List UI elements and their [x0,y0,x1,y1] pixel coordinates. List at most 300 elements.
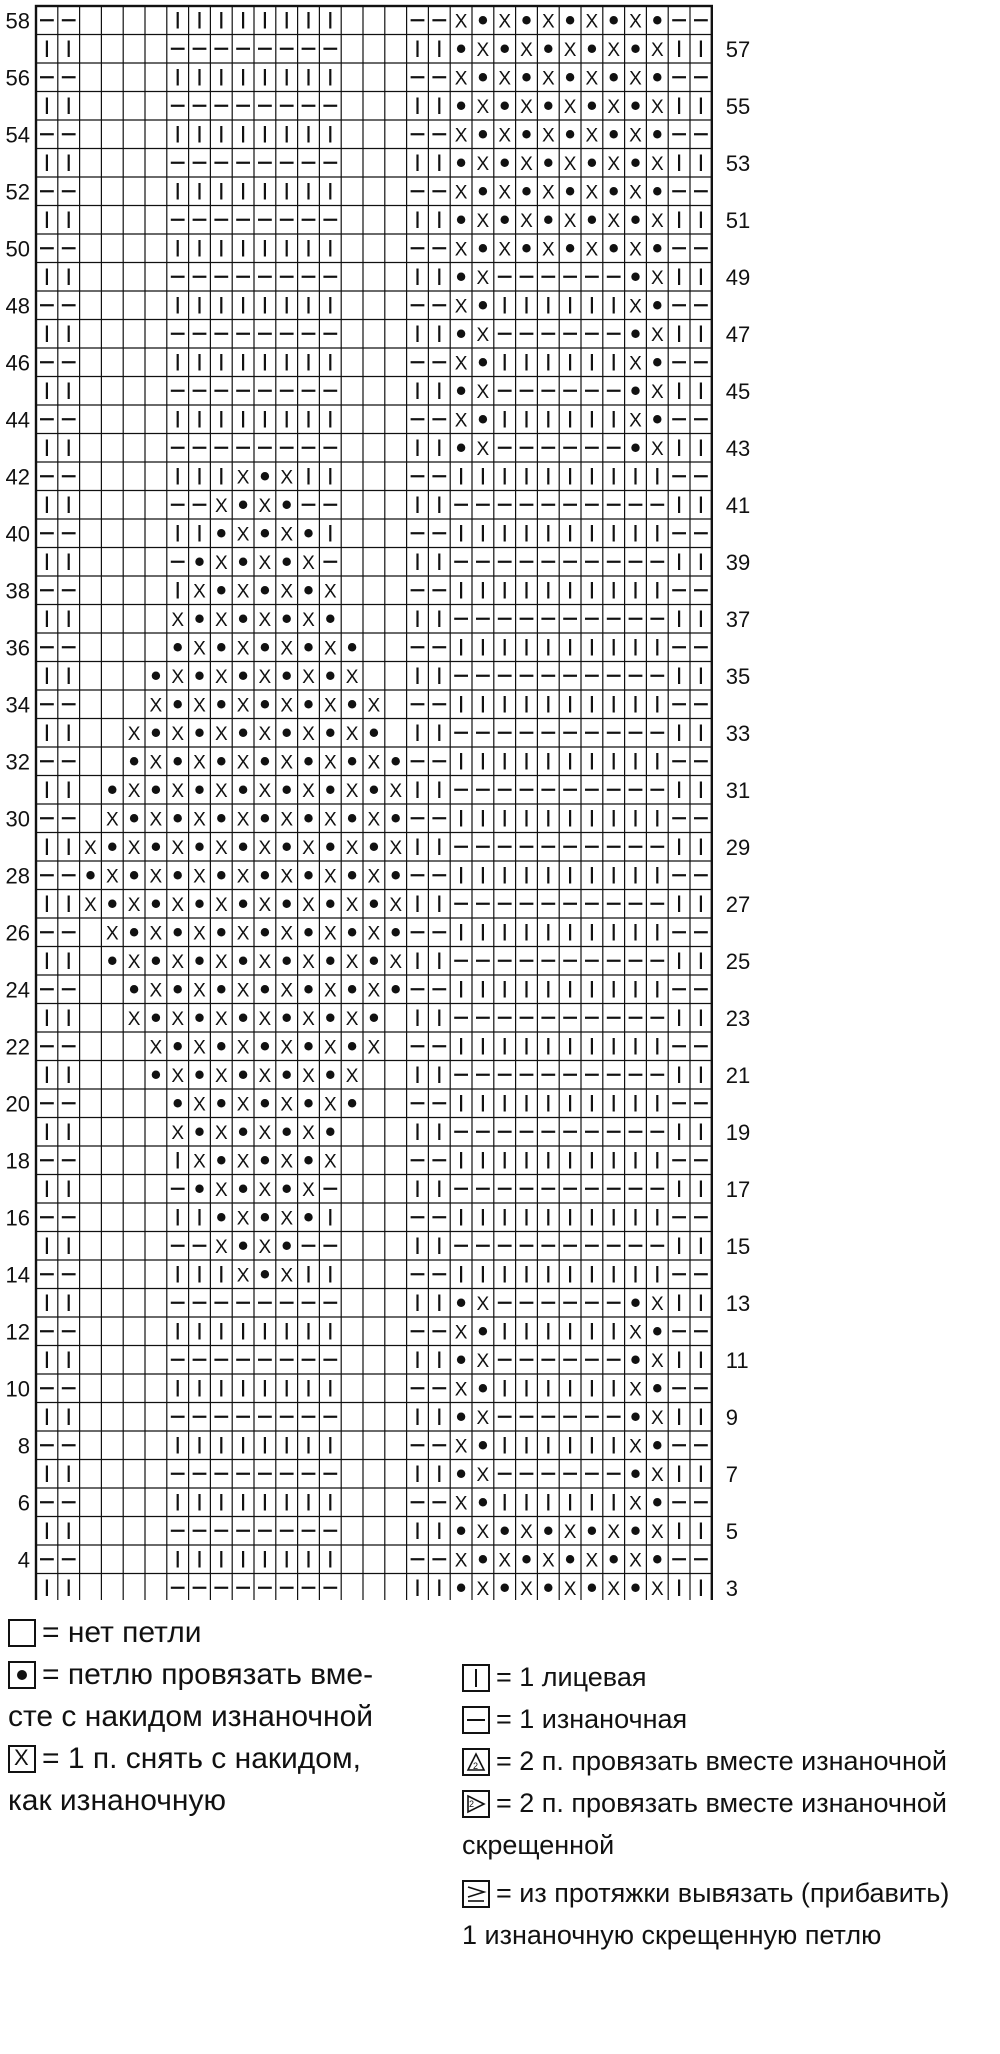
bobble-symbol [217,1156,225,1164]
bobble-symbol [283,843,291,851]
slip-symbol: X [127,894,141,916]
slip-symbol: X [214,723,228,745]
bobble-symbol [130,985,138,993]
bobble-symbol [610,130,618,138]
bobble-symbol [653,187,661,195]
slip-symbol: X [520,210,533,232]
bobble-symbol [152,729,160,737]
bobble-symbol [631,1356,639,1364]
bobble-symbol [370,843,378,851]
bobble-symbol [195,1071,203,1079]
bobble-symbol [261,757,269,765]
slip-symbol: X [650,210,664,232]
bobble-symbol [130,871,138,879]
slip-symbol: X [302,951,315,973]
slip-symbol: X [476,1293,490,1315]
slip-symbol: X [258,894,272,916]
bobble-symbol [653,130,661,138]
slip-symbol: X [389,837,403,859]
slip-symbol: X [367,923,381,945]
bobble-symbol [370,957,378,965]
bobble-symbol [283,501,291,509]
bobble-symbol [326,843,334,851]
slip-symbol: X [236,1151,250,1173]
bobble-symbol [522,130,530,138]
bobble-symbol [348,643,356,651]
slip-symbol: X [476,267,490,289]
row-number-right: 11 [725,1347,749,1373]
bobble-symbol [174,985,182,993]
purl-icon [462,1706,490,1734]
slip-symbol: X [585,68,599,90]
row-number-right: 3 [725,1575,739,1600]
bobble-symbol [261,1213,269,1221]
slip-symbol: X [258,1065,272,1087]
slip-symbol: X [323,638,337,660]
slip-symbol: X [650,267,664,289]
row-number-right: 39 [725,549,751,575]
bobble-symbol [522,16,530,24]
slip-symbol: X [563,153,577,175]
bobble-symbol [479,358,487,366]
slip-symbol: X [193,752,206,774]
slip-symbol: X [127,723,141,745]
bobble-symbol [130,814,138,822]
slip-symbol: X [607,153,621,175]
slip-symbol: X [520,1578,533,1600]
bobble-symbol [195,786,203,794]
slip-symbol: X [323,752,337,774]
bobble-symbol [653,16,661,24]
slip-symbol: X [454,1379,468,1401]
slip-symbol: X [629,1436,642,1458]
bobble-symbol [457,102,465,110]
bobble-symbol [588,1527,596,1535]
bobble-symbol [217,586,225,594]
slip-symbol: X [171,666,185,688]
bobble-symbol [261,472,269,480]
slip-symbol: X [520,96,533,118]
legend-item-make1: = из протяжки вывязать (прибавить) [462,1878,949,1909]
bobble-symbol [283,729,291,737]
slip-symbol: X [650,1464,664,1486]
slip-symbol: X [585,1550,599,1572]
slip-symbol: X [258,1008,272,1030]
bobble-symbol [631,1470,639,1478]
bobble-symbol [348,985,356,993]
slip-symbol: X [323,1037,337,1059]
slip-symbol: X [650,324,664,346]
bobble-symbol [348,928,356,936]
slip-symbol: X [149,752,163,774]
make1-icon [462,1880,490,1908]
row-number-right: 7 [725,1461,739,1487]
bobble-symbol [239,1242,247,1250]
bobble-symbol [326,672,334,680]
slip-symbol: X [389,894,403,916]
slip-symbol: X [280,581,294,603]
bobble-symbol [457,1299,465,1307]
slip-symbol: X [149,1037,163,1059]
bobble-symbol [631,1413,639,1421]
slip-symbol: X [520,153,533,175]
legend-item-bobble-line2: сте с накидом изнаночной [8,1700,374,1733]
slip-symbol: X [629,1550,642,1572]
slip-symbol: X [476,1350,490,1372]
row-number-left: 44 [5,407,30,433]
bobble-symbol [217,1042,225,1050]
bobble-symbol [479,1384,487,1392]
bobble-symbol [261,928,269,936]
slip-symbol: X [236,581,250,603]
slip-symbol: X [629,296,642,318]
slip-symbol: X [280,1037,294,1059]
bobble-symbol [195,843,203,851]
bobble-symbol [174,928,182,936]
slip-symbol: X [214,1065,228,1087]
bobble-symbol [479,1555,487,1563]
slip-symbol: X [345,723,359,745]
slip-symbol: X [258,552,272,574]
bobble-symbol [326,900,334,908]
bobble-symbol [174,871,182,879]
bobble-symbol [348,700,356,708]
legend-item-k2tog-purl: 2 = 2 п. провязать вместе изнаночной [462,1746,947,1777]
slip-symbol: X [236,866,250,888]
row-number-left: 24 [5,977,30,1003]
slip-symbol: X [236,1094,250,1116]
slip-symbol: X [302,552,315,574]
slip-symbol: X [650,96,664,118]
legend-item-no-stitch: = нет петли [8,1616,201,1650]
slip-symbol: X [127,1008,141,1030]
slip-symbol: X [258,666,272,688]
bobble-symbol [631,444,639,452]
slip-symbol: X [389,951,403,973]
slip-symbol: X [454,410,468,432]
bobble-symbol [261,985,269,993]
slip-symbol: X [280,1151,294,1173]
bobble-symbol [653,1327,661,1335]
bobble-symbol [544,1584,552,1592]
bobble-symbol [501,45,509,53]
bobble-symbol [283,1014,291,1022]
bobble-symbol [631,330,639,338]
bobble-symbol [566,16,574,24]
slip-symbol: X [454,296,468,318]
bobble-symbol [130,757,138,765]
bobble-symbol [152,672,160,680]
slip-symbol: X [214,1179,228,1201]
slip-symbol: X [280,1094,294,1116]
slip-symbol: X [193,695,206,717]
slip-symbol: X [171,951,185,973]
slip-symbol: X [454,182,468,204]
slip-symbol: X [236,638,250,660]
bobble-symbol [195,1014,203,1022]
slip-symbol: X [563,1578,577,1600]
slip-symbol: X [193,1037,206,1059]
bobble-symbol [195,672,203,680]
bobble-symbol [457,1527,465,1535]
bobble-symbol [588,45,596,53]
bobble-symbol [326,1128,334,1136]
bobble-symbol [370,900,378,908]
bobble-symbol [610,73,618,81]
bobble-symbol [174,1042,182,1050]
legend-item-slip-line2: как изнаночную [8,1784,226,1817]
bobble-symbol [239,957,247,965]
bobble-symbol [174,700,182,708]
slip-symbol: X [193,1094,206,1116]
bobble-symbol [239,1185,247,1193]
bobble-symbol [479,301,487,309]
slip-symbol: X [367,752,381,774]
slip-symbol: X [629,1379,642,1401]
bobble-symbol [195,900,203,908]
bobble-symbol [239,900,247,908]
slip-symbol: X [563,1521,577,1543]
bobble-symbol [610,1555,618,1563]
chart-border [36,6,712,1600]
bobble-symbol [631,1584,639,1592]
k2tog-purl-icon [462,1748,490,1776]
row-number-left: 26 [5,920,30,946]
slip-symbol: X [563,96,577,118]
bobble-symbol [326,957,334,965]
bobble-symbol [108,957,116,965]
bobble-symbol [392,928,400,936]
bobble-symbol [348,757,356,765]
bobble-symbol [326,729,334,737]
bobble-symbol [631,216,639,224]
slip-symbol: X [258,837,272,859]
bobble-symbol [653,301,661,309]
bobble-symbol [239,615,247,623]
slip-symbol: X [149,923,163,945]
slip-symbol: X [585,11,599,33]
slip-symbol: X [280,809,294,831]
slip-symbol: X [105,809,119,831]
slip-symbol: X [454,1550,468,1572]
slip-symbol: X [454,1493,468,1515]
slip-symbol: X [193,581,206,603]
slip-symbol: X [345,894,359,916]
slip-symbol: X [520,39,533,61]
x-icon: X [8,1745,36,1773]
bobble-symbol [544,102,552,110]
bobble-symbol [239,558,247,566]
bobble-symbol [304,1213,312,1221]
bobble-symbol [479,1327,487,1335]
bobble-symbol [261,586,269,594]
bobble-symbol [261,1156,269,1164]
bobble-symbol [631,273,639,281]
bobble-symbol [479,187,487,195]
bobble-symbol [152,843,160,851]
bobble-symbol [588,1584,596,1592]
slip-symbol: X [258,723,272,745]
slip-symbol: X [280,866,294,888]
slip-symbol: X [127,837,141,859]
row-number-right: 33 [725,720,751,746]
slip-symbol: X [454,239,468,261]
bobble-symbol [217,700,225,708]
slip-symbol: X [345,1008,359,1030]
bobble-symbol [152,957,160,965]
bobble-symbol [501,159,509,167]
slip-symbol: X [280,638,294,660]
bobble-symbol [479,1498,487,1506]
legend-item-purl: = 1 изнаночная [462,1704,687,1735]
slip-symbol: X [607,1578,621,1600]
row-number-right: 55 [725,93,751,119]
slip-symbol: X [498,11,512,33]
slip-symbol: X [323,695,337,717]
slip-symbol: X [214,552,228,574]
row-number-right: 43 [725,435,751,461]
slip-symbol: X [171,1122,185,1144]
slip-symbol: X [214,666,228,688]
bobble-symbol [522,244,530,252]
slip-symbol: X [585,239,599,261]
slip-symbol: X [127,780,141,802]
bobble-symbol [326,1014,334,1022]
bobble-symbol [195,957,203,965]
bobble-symbol [304,871,312,879]
bobble-symbol [304,700,312,708]
slip-symbol: X [629,11,642,33]
k2tog-purl-tbl-icon [462,1790,490,1818]
bobble-symbol [392,757,400,765]
slip-symbol: X [476,39,490,61]
legend-item-slip: X = 1 п. снять с накидом, [8,1742,361,1776]
bobble-symbol [130,928,138,936]
bobble-symbol [326,615,334,623]
bobble-symbol [108,843,116,851]
slip-symbol: X [345,1065,359,1087]
bobble-symbol [304,1042,312,1050]
bobble-symbol [217,814,225,822]
bobble-symbol [326,786,334,794]
bobble-symbol [653,1555,661,1563]
slip-symbol: X [258,495,272,517]
row-number-left: 18 [5,1148,30,1174]
bobble-symbol [566,1555,574,1563]
bobble-symbol [631,102,639,110]
bobble-symbol [304,643,312,651]
slip-symbol: X [214,1236,228,1258]
bobble-symbol [653,1441,661,1449]
bobble-symbol [283,1071,291,1079]
slip-symbol: X [280,1265,294,1287]
slip-symbol: X [258,1122,272,1144]
row-number-left: 20 [5,1091,30,1117]
empty-square-icon [8,1619,36,1647]
row-number-left: 52 [5,179,30,205]
slip-symbol: X [214,780,228,802]
slip-symbol: X [563,210,577,232]
slip-symbol: X [280,524,294,546]
slip-symbol: X [629,410,642,432]
slip-symbol: X [280,980,294,1002]
row-number-left: 48 [5,293,30,319]
row-number-right: 21 [725,1062,751,1088]
bobble-symbol [566,130,574,138]
bobble-symbol [174,643,182,651]
slip-symbol: X [149,695,163,717]
slip-symbol: X [105,866,119,888]
row-number-right: 5 [725,1518,739,1544]
slip-symbol: X [236,980,250,1002]
bobble-symbol [261,700,269,708]
bobble-symbol [392,871,400,879]
slip-symbol: X [236,695,250,717]
slip-symbol: X [345,780,359,802]
bobble-symbol [457,216,465,224]
bobble-symbol [370,729,378,737]
bobble-symbol [544,1527,552,1535]
bobble-symbol [217,985,225,993]
slip-symbol: X [476,438,490,460]
bobble-symbol [457,273,465,281]
slip-symbol: X [629,353,642,375]
slip-symbol: X [302,837,315,859]
bobble-symbol [392,814,400,822]
slip-symbol: X [454,1436,468,1458]
legend-item-k2tog-purl-tbl: 2 = 2 п. провязать вместе изнаночной [462,1788,947,1819]
row-number-left: 22 [5,1034,30,1060]
slip-symbol: X [498,125,512,147]
row-number-left: 10 [5,1376,30,1402]
bobble-symbol [610,244,618,252]
bobble-symbol [566,187,574,195]
slip-symbol: X [629,1322,642,1344]
bobble-symbol [261,814,269,822]
bobble-symbol [653,358,661,366]
bobble-symbol [544,216,552,224]
slip-symbol: X [476,153,490,175]
slip-symbol: X [650,1293,664,1315]
bobble-symbol [86,871,94,879]
slip-symbol: X [171,723,185,745]
slip-symbol: X [149,809,163,831]
svg-text:2: 2 [469,1798,475,1809]
legend-item-bobble: = петлю провязать вме- [8,1658,373,1692]
bobble-symbol [631,45,639,53]
bobble-symbol [239,672,247,680]
slip-symbol: X [476,324,490,346]
slip-symbol: X [323,980,337,1002]
slip-symbol: X [367,980,381,1002]
slip-symbol: X [302,666,315,688]
slip-symbol: X [236,1265,250,1287]
slip-symbol: X [236,1037,250,1059]
slip-symbol: X [607,39,621,61]
slip-symbol: X [607,96,621,118]
bobble-symbol [239,786,247,794]
slip-symbol: X [193,866,206,888]
bobble-symbol [501,216,509,224]
row-number-left: 12 [5,1319,30,1345]
slip-symbol: X [650,381,664,403]
slip-symbol: X [258,1179,272,1201]
bobble-symbol [152,786,160,794]
bobble-symbol [239,843,247,851]
slip-symbol: X [149,866,163,888]
slip-symbol: X [280,1208,294,1230]
legend [0,1600,1000,2054]
